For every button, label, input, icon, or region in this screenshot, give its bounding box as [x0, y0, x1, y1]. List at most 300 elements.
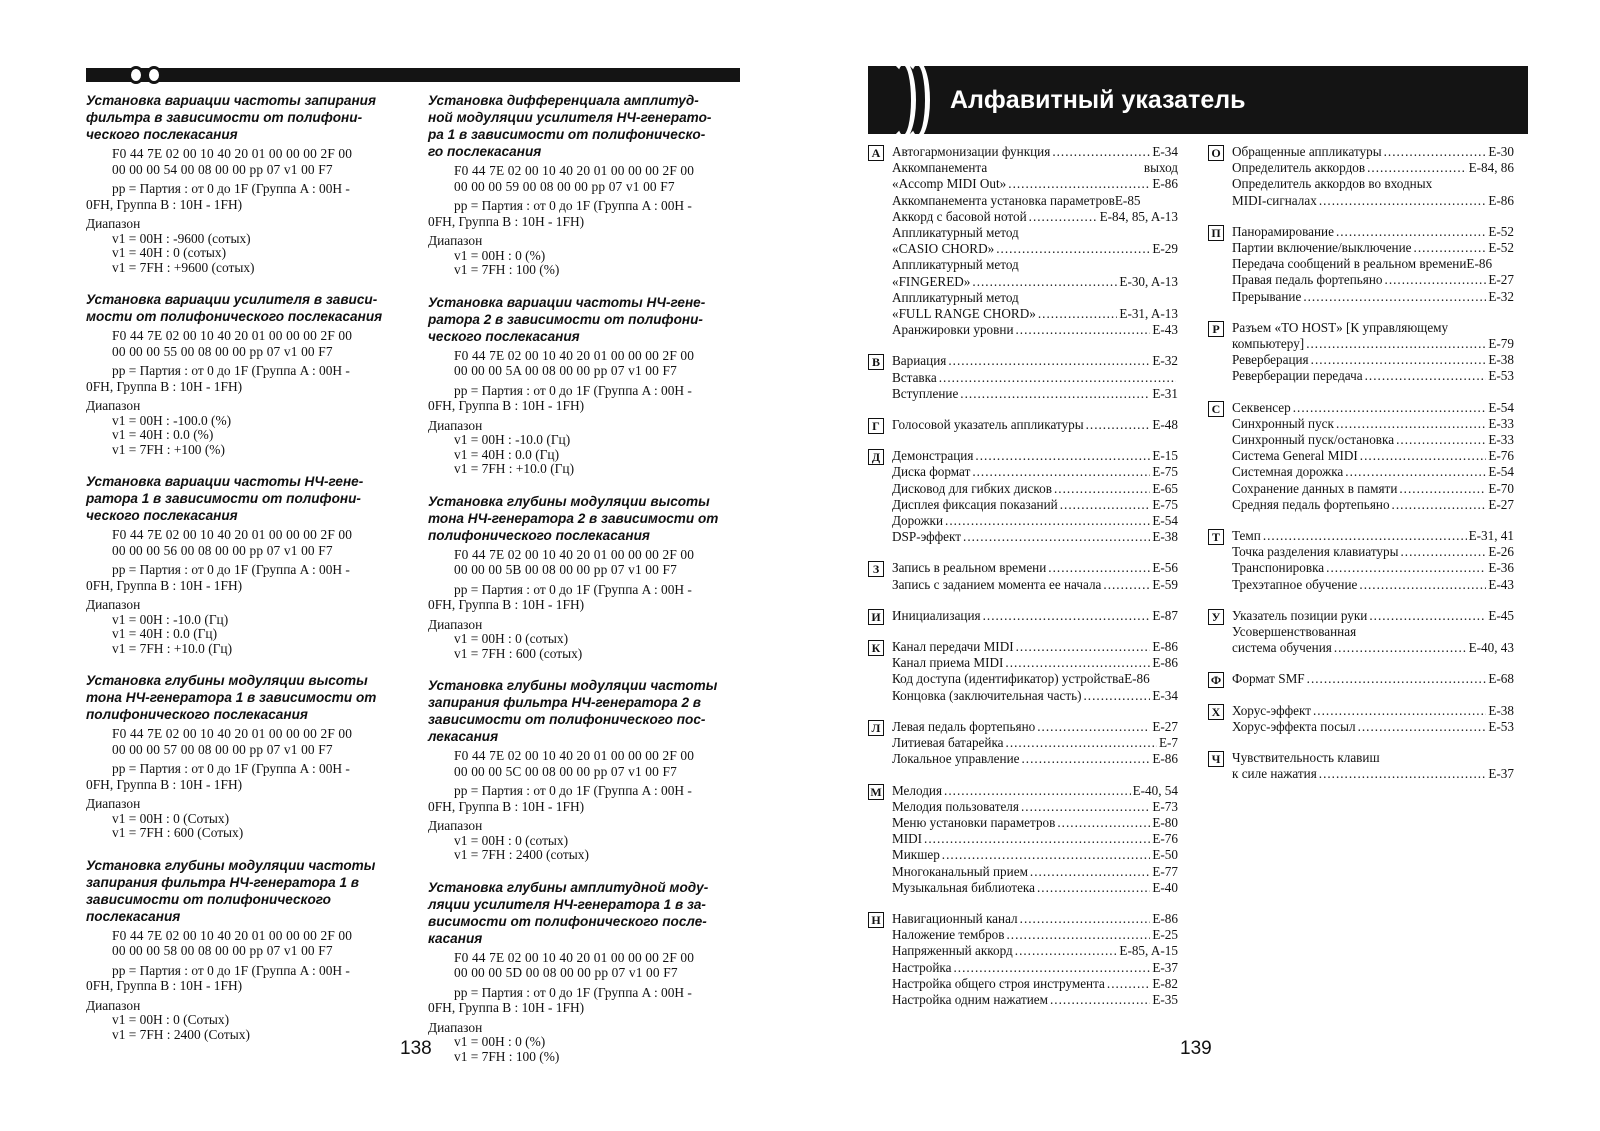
index-term: Настройка одним нажатием: [892, 991, 1048, 1007]
index-page-ref: E-80: [1152, 814, 1178, 830]
range-value-line: v1 = 7FH : 600 (сотых): [454, 645, 583, 661]
range-value-line: v1 = 00H : 0 (Сотых): [112, 1012, 230, 1027]
range-values: [86, 812, 396, 841]
index-entry: [1232, 272, 1514, 288]
index-leader-dots: [975, 448, 1150, 464]
range-value-line: v1 = 7FH : 600 (Сотых): [112, 825, 244, 840]
range-value-line: v1 = 00H : 0 (сотых): [454, 631, 569, 646]
index-entry: [1232, 766, 1514, 782]
range-values: [86, 232, 396, 276]
index-entries: [892, 639, 1178, 704]
sysex-section: [428, 879, 738, 1065]
sysex-code: [86, 928, 396, 959]
sysex-code: [86, 146, 396, 177]
index-group: [1208, 671, 1514, 687]
index-term: Определитель аккордов во входных: [1232, 176, 1433, 192]
index-entry: [1232, 577, 1514, 593]
index-leader-dots: [972, 274, 1117, 290]
index-page-ref: E-38: [1488, 352, 1514, 368]
range-label: Диапазон: [428, 417, 483, 433]
index-letter-box: Ч: [1208, 751, 1224, 767]
index-entry: [892, 655, 1178, 671]
index-term: Мелодия пользователя: [892, 798, 1019, 814]
index-entry: [892, 193, 1178, 209]
range-value-line: v1 = 00H : -10.0 (Гц): [454, 432, 571, 447]
index-group: [1208, 144, 1514, 209]
index-entry: [1232, 481, 1514, 497]
index-letter-box: Л: [868, 720, 884, 736]
index-page-ref: E-84, 85, A-13: [1099, 208, 1178, 224]
index-entry: [1232, 464, 1514, 480]
sysex-code-line: F0 44 7E 02 00 10 40 20 01 00 00 00 2F 00: [112, 527, 353, 542]
index-leader-dots: [1016, 322, 1151, 338]
index-term: Мелодия: [892, 782, 943, 798]
index-leader-dots: [1029, 209, 1098, 225]
index-page-ref: E-68: [1488, 671, 1514, 687]
index-term: Многоканальный прием: [892, 863, 1028, 879]
sysex-code-line: F0 44 7E 02 00 10 40 20 01 00 00 00 2F 00: [112, 726, 353, 741]
section-title-line: Установка вариации частоты НЧ-гене-: [86, 474, 364, 489]
index-entry: [1232, 160, 1514, 176]
index-leader-dots: [1326, 560, 1486, 576]
index-entry: [892, 386, 1178, 402]
index-entry: [892, 911, 1178, 927]
index-leader-dots: [1367, 160, 1466, 176]
section-title-line: висимости от полифонического после-: [428, 913, 707, 929]
index-entry: [892, 225, 1178, 241]
index-page-ref: E-30: [1488, 144, 1514, 159]
index-term: Синхронный пуск: [1232, 415, 1334, 431]
index-page-ref: E-40: [1152, 879, 1178, 895]
index-term: Литиевая батарейка: [892, 735, 1004, 751]
index-page-ref: E-37: [1488, 766, 1514, 782]
sysex-section: [86, 291, 396, 457]
index-page-ref: E-31, 41: [1468, 528, 1514, 544]
section-title: [428, 879, 738, 947]
range-value-line: v1 = 00H : 0 (%): [454, 1034, 546, 1049]
index-entry: [1232, 144, 1514, 160]
index-entry: [892, 274, 1178, 290]
index-term: Хорус-эффект: [1232, 702, 1311, 718]
index-page-ref: E-35: [1152, 991, 1178, 1007]
index-entries: [892, 911, 1178, 1008]
section-title-line: Установка глубины модуляции частоты: [428, 678, 718, 693]
index-term: Вариация: [892, 353, 947, 369]
index-entries: [1232, 320, 1514, 385]
index-page-ref: E-43: [1152, 322, 1178, 338]
index-entry: [892, 529, 1178, 545]
index-entry: [1232, 750, 1514, 766]
index-group: [868, 448, 1178, 545]
section-title-line: ляции усилителя НЧ-генератора 1 в за-: [428, 896, 706, 912]
index-term: Чувствительность клавиш: [1232, 750, 1380, 766]
section-title-line: запирания фильтра НЧ-генератора 1 в: [86, 874, 359, 890]
index-leader-dots: [1313, 703, 1486, 719]
range-value-line: v1 = 7FH : +10.0 (Гц): [112, 640, 233, 656]
section-title-line: го послекасания: [428, 144, 542, 159]
index-entry: [892, 481, 1178, 497]
index-leader-dots: [1048, 560, 1150, 576]
index-term: Напряженный аккорд: [892, 943, 1013, 959]
index-page-ref: E-86: [1152, 751, 1178, 767]
index-term: Диска формат: [892, 464, 971, 480]
sysex-code-line: 00 00 00 5C 00 08 00 00 pp 07 v1 00 F7: [454, 763, 677, 779]
section-title-line: послекасания: [86, 908, 181, 924]
index-entry: [892, 497, 1178, 513]
index-leader-dots: [939, 370, 1176, 386]
sysex-code: [86, 527, 396, 558]
index-group: [1208, 528, 1514, 593]
index-page-ref: E-34: [1152, 144, 1178, 159]
index-page-ref: E-87: [1152, 607, 1178, 623]
range-label: Диапазон: [428, 1019, 483, 1035]
index-page-ref: E-86: [1152, 655, 1178, 671]
index-leader-dots: [1319, 766, 1487, 782]
section-title-line: Установка вариации частоты запирания: [86, 93, 376, 108]
index-term: Аккорд с басовой нотой: [892, 208, 1027, 224]
index-leader-dots: [1369, 608, 1486, 624]
index-entry: [1232, 719, 1514, 735]
sysex-code-line: 00 00 00 5B 00 08 00 00 pp 07 v1 00 F7: [454, 562, 677, 577]
index-term: Разъем «TO HOST» [К управляющему: [1232, 319, 1449, 335]
index-entry: [1232, 240, 1514, 256]
index-page-ref: E-70: [1488, 480, 1514, 496]
range-label: Диапазон: [428, 818, 483, 833]
index-entry: [892, 831, 1178, 847]
index-leader-dots: [1384, 144, 1487, 160]
range-value-line: v1 = 7FH : 2400 (Сотых): [112, 1026, 250, 1042]
index-leader-dots: [963, 529, 1150, 545]
header-arc-2: [904, 60, 930, 140]
part-description: [428, 783, 738, 814]
sysex-code-line: 00 00 00 55 00 08 00 00 pp 07 v1 00 F7: [112, 343, 333, 359]
index-leader-dots: [1360, 448, 1487, 464]
index-leader-dots: [1015, 943, 1118, 959]
section-title-line: ратора 1 в зависимости от полифони-: [86, 491, 361, 506]
index-leader-dots: [1306, 336, 1486, 352]
index-page-ref: E-30, A-13: [1119, 273, 1178, 289]
index-term: Трехэтапное обучение: [1232, 576, 1358, 592]
index-term: Аккомпанемента установка параметров: [892, 192, 1115, 208]
section-title: [428, 493, 738, 544]
index-page-ref: E-85, A-15: [1119, 943, 1178, 959]
index-entries: [1232, 400, 1514, 513]
range-values: [86, 613, 396, 657]
index-page-ref: E-86: [1152, 910, 1178, 926]
index-entry: [892, 257, 1178, 273]
index-entry: [892, 735, 1178, 751]
sysex-section: [428, 294, 738, 477]
index-entry: [892, 513, 1178, 529]
range-label: Диапазон: [428, 233, 483, 248]
range-value-line: v1 = 40H : 0.0 (%): [112, 427, 214, 442]
index-leader-dots: [1030, 864, 1150, 880]
index-page-ref: E-84, 86: [1468, 160, 1514, 176]
index-leader-dots: [1293, 400, 1487, 416]
index-group: [868, 783, 1178, 896]
section-title: [86, 857, 396, 925]
index-leader-dots: [1054, 481, 1150, 497]
part-description-line: pp = Партия : от 0 до 1F (Группа A : 00H -: [454, 382, 692, 398]
index-leader-dots: [1311, 352, 1487, 368]
index-entry: [1232, 336, 1514, 352]
range-values: [428, 433, 738, 477]
section-title-line: Установка вариации частоты НЧ-гене-: [428, 294, 706, 310]
index-entry: [1232, 703, 1514, 719]
part-description-line: 0FH, Группа B : 10H - 1FH): [86, 776, 243, 792]
index-entry: [892, 353, 1178, 369]
page-number-left: 138: [400, 1038, 432, 1059]
index-page-ref: E-34: [1152, 687, 1178, 703]
left-column-2: [428, 92, 738, 1080]
index-page-ref: E-33: [1488, 432, 1514, 448]
index-leader-dots: [1020, 911, 1151, 927]
section-title: [428, 294, 738, 345]
index-page-ref: E-38: [1488, 702, 1514, 718]
index-column-2: [1208, 144, 1514, 798]
part-description-line: 0FH, Группа B : 10H - 1FH): [428, 597, 585, 612]
part-description-line: pp = Партия : от 0 до 1F (Группа A : 00H -: [454, 198, 692, 213]
index-leader-dots: [1263, 528, 1467, 544]
index-term: Дорожки: [892, 513, 944, 529]
index-leader-dots: [1400, 544, 1486, 560]
index-term: «FULL RANGE CHORD»: [892, 306, 1036, 322]
index-term: Канал передачи MIDI: [892, 639, 1014, 655]
range-label: Диапазон: [86, 398, 141, 413]
sysex-code-line: 00 00 00 57 00 08 00 00 pp 07 v1 00 F7: [112, 741, 333, 757]
part-description: [428, 198, 738, 229]
index-entries: [892, 144, 1178, 338]
index-leader-dots: [1005, 655, 1150, 671]
index-term: Системная дорожка: [1232, 464, 1344, 480]
index-term: Вставка: [892, 369, 937, 385]
part-description-line: 0FH, Группа B : 10H - 1FH): [428, 1000, 585, 1015]
index-entry: [892, 322, 1178, 338]
index-leader-dots: [1336, 224, 1486, 240]
index-leader-dots: [1060, 497, 1151, 513]
part-description: [86, 963, 396, 994]
index-leader-dots: [1021, 799, 1150, 815]
index-term: Концовка (заключительная часть): [892, 687, 1082, 703]
index-group: [1208, 703, 1514, 735]
index-leader-dots: [1037, 880, 1150, 896]
index-term: Точка разделения клавиатуры: [1232, 544, 1399, 560]
sysex-code-line: F0 44 7E 02 00 10 40 20 01 00 00 00 2F 00: [454, 163, 695, 178]
index-page-ref: E-56: [1152, 560, 1178, 576]
part-description-line: pp = Партия : от 0 до 1F (Группа A : 00H -: [112, 363, 350, 378]
index-leader-dots: [1358, 719, 1487, 735]
index-group: [868, 719, 1178, 768]
sysex-code-line: F0 44 7E 02 00 10 40 20 01 00 00 00 2F 00: [454, 347, 695, 363]
index-page-ref: E-29: [1152, 241, 1178, 257]
bar-notch-1: [128, 66, 144, 84]
index-page-ref: E-27: [1152, 718, 1178, 734]
index-leader-dots: [1392, 497, 1487, 513]
index-page-ref: E-43: [1488, 576, 1514, 592]
range-value-line: v1 = 40H : 0.0 (Гц): [454, 446, 560, 462]
sysex-code-line: F0 44 7E 02 00 10 40 20 01 00 00 00 2F 00: [454, 949, 695, 965]
index-term: Музыкальная библиотека: [892, 879, 1035, 895]
index-term: Меню установки параметров: [892, 814, 1056, 830]
index-term: Темп: [1232, 528, 1261, 544]
section-title-line: ра 1 в зависимости от полифоническо-: [428, 127, 706, 142]
sysex-code: [428, 348, 738, 379]
index-page-ref: E-40, 43: [1468, 640, 1514, 656]
index-page-ref: E-26: [1488, 544, 1514, 560]
index-letter-box: З: [868, 561, 884, 577]
sysex-code-line: F0 44 7E 02 00 10 40 20 01 00 00 00 2F 00: [454, 546, 695, 562]
section-title-line: ратора 2 в зависимости от полифони-: [428, 311, 703, 327]
index-leader-dots: [924, 831, 1150, 847]
index-term: Аккомпанемента: [892, 160, 988, 176]
section-title-line: Установка глубины модуляции высоты: [86, 673, 368, 688]
index-leader-dots: [942, 847, 1151, 863]
index-entries: [892, 560, 1178, 592]
index-term: Реверберация: [1232, 352, 1309, 368]
part-description: [86, 363, 396, 394]
index-term: к силе нажатия: [1232, 766, 1317, 782]
range-values: [86, 1013, 396, 1042]
index-leader-dots: [996, 241, 1150, 257]
index-page-ref: E-53: [1488, 368, 1514, 384]
part-description-line: pp = Партия : от 0 до 1F (Группа A : 00H -: [112, 562, 350, 577]
section-title-line: Установка дифференциала амплитуд-: [428, 93, 699, 108]
index-term: Голосовой указатель аппликатуры: [892, 417, 1084, 433]
index-page-ref: E-73: [1152, 798, 1178, 814]
sysex-section: [86, 92, 396, 275]
index-letter-box: В: [868, 354, 884, 370]
index-entry: [1232, 608, 1514, 624]
sysex-code: [428, 950, 738, 981]
index-term: Левая педаль фортепьяно: [892, 718, 1036, 734]
index-page-ref: E-77: [1152, 863, 1178, 879]
part-description-line: pp = Партия : от 0 до 1F (Группа A : 00H -: [454, 984, 692, 1000]
index-page-ref: E-75: [1152, 464, 1178, 480]
range-values: [428, 834, 738, 863]
index-term: Дисковод для гибких дисков: [892, 480, 1052, 496]
index-entries: [1232, 671, 1514, 687]
part-description: [428, 383, 738, 414]
index-leader-dots: [1050, 992, 1150, 1008]
index-page-ref: E-76: [1152, 831, 1178, 847]
index-page-ref: E-75: [1152, 496, 1178, 512]
section-title: [86, 473, 396, 524]
index-term: Локальное управление: [892, 751, 1020, 767]
index-term: Сохранение данных в памяти: [1232, 480, 1398, 496]
part-description-line: 0FH, Группа B : 10H - 1FH): [428, 213, 585, 229]
range-value-line: v1 = 7FH : +100 (%): [112, 441, 225, 457]
sysex-code-line: F0 44 7E 02 00 10 40 20 01 00 00 00 2F 00: [112, 328, 353, 343]
range-value-line: v1 = 00H : -9600 (сотых): [112, 230, 251, 246]
index-term: Панорамирование: [1232, 223, 1334, 239]
index-leader-dots: [1345, 464, 1486, 480]
index-entry: [892, 639, 1178, 655]
section-title-line: ческого послекасания: [86, 508, 238, 523]
index-entry: [892, 799, 1178, 815]
index-page-ref: E-48: [1152, 417, 1178, 433]
section-title-line: Установка глубины амплитудной моду-: [428, 879, 709, 895]
index-leader-dots: [944, 783, 1131, 799]
index-page-ref: E-54: [1488, 399, 1514, 415]
index-letter-box: Т: [1208, 529, 1224, 545]
part-description: [86, 181, 396, 212]
index-entry: [892, 671, 1178, 687]
section-title: [428, 92, 738, 160]
index-entry: [892, 577, 1178, 593]
index-page-ref: E-7: [1158, 735, 1178, 751]
index-term: MIDI-сигналах: [1232, 192, 1317, 208]
index-entry: [892, 880, 1178, 896]
index-entries: [892, 417, 1178, 433]
index-entries: [892, 783, 1178, 896]
index-entry: [1232, 528, 1514, 544]
index-group: [868, 639, 1178, 704]
index-page-ref: E-36: [1488, 560, 1514, 576]
index-entry: [1232, 176, 1514, 192]
left-column-1: [86, 92, 396, 1058]
index-page-ref: E-31, A-13: [1119, 306, 1178, 322]
index-term: Демонстрация: [892, 448, 974, 464]
index-entry: [1232, 193, 1514, 209]
index-term: Хорус-эффекта посыл: [1232, 718, 1356, 734]
sysex-section: [86, 473, 396, 656]
index-entry: [892, 992, 1178, 1008]
index-letter-box: Н: [868, 912, 884, 928]
part-description-line: 0FH, Группа B : 10H - 1FH): [428, 398, 585, 413]
part-description-line: pp = Партия : от 0 до 1F (Группа A : 00H -: [454, 783, 692, 798]
index-leader-dots: [1006, 927, 1150, 943]
index-leader-dots: [1057, 815, 1150, 831]
index-leader-dots: [1016, 639, 1151, 655]
index-page-ref: E-79: [1488, 336, 1514, 352]
index-page-ref: E-50: [1152, 847, 1178, 863]
index-entry: [1232, 624, 1514, 640]
part-description-line: 0FH, Группа B : 10H - 1FH): [428, 798, 585, 814]
index-page-ref: E-37: [1152, 959, 1178, 975]
section-title-line: зависимости от полифонического: [86, 891, 331, 907]
index-term: Указатель позиции руки: [1232, 607, 1368, 623]
index-entry: [892, 943, 1178, 959]
sysex-code-line: 00 00 00 5D 00 08 00 00 pp 07 v1 00 F7: [454, 965, 678, 980]
range-values: [86, 414, 396, 458]
index-leader-dots: [948, 353, 1150, 369]
index-term: Средняя педаль фортепьяно: [1232, 496, 1390, 512]
section-title-line: полифонического послекасания: [428, 527, 650, 543]
index-letter-box: Д: [868, 449, 884, 465]
part-description: [428, 985, 738, 1016]
index-term: Передача сообщений в реальном времени: [1232, 256, 1467, 272]
index-entry: [892, 608, 1178, 624]
range-label: Диапазон: [86, 796, 141, 811]
index-page-ref: E-54: [1488, 464, 1514, 480]
index-entries: [1232, 528, 1514, 593]
index-term: Формат SMF: [1232, 671, 1305, 687]
range-value-line: v1 = 00H : 0 (сотых): [454, 832, 569, 848]
range-value-line: v1 = 00H : -100.0 (%): [112, 412, 232, 428]
index-entry: [892, 815, 1178, 831]
section-title-line: ной модуляции усилителя НЧ-генерато-: [428, 110, 712, 125]
range-values: [428, 632, 738, 661]
section-title-line: ческого послекасания: [428, 328, 580, 344]
sysex-code-line: F0 44 7E 02 00 10 40 20 01 00 00 00 2F 00: [112, 146, 353, 161]
index-page-ref: E-40, 54: [1132, 782, 1178, 798]
index-entry: [1232, 256, 1514, 272]
index-term: Прерывание: [1232, 288, 1302, 304]
range-value-line: v1 = 7FH : 100 (%): [454, 262, 560, 277]
sysex-code: [86, 328, 396, 359]
index-page-ref: E-38: [1152, 529, 1178, 545]
index-entry: [1232, 544, 1514, 560]
